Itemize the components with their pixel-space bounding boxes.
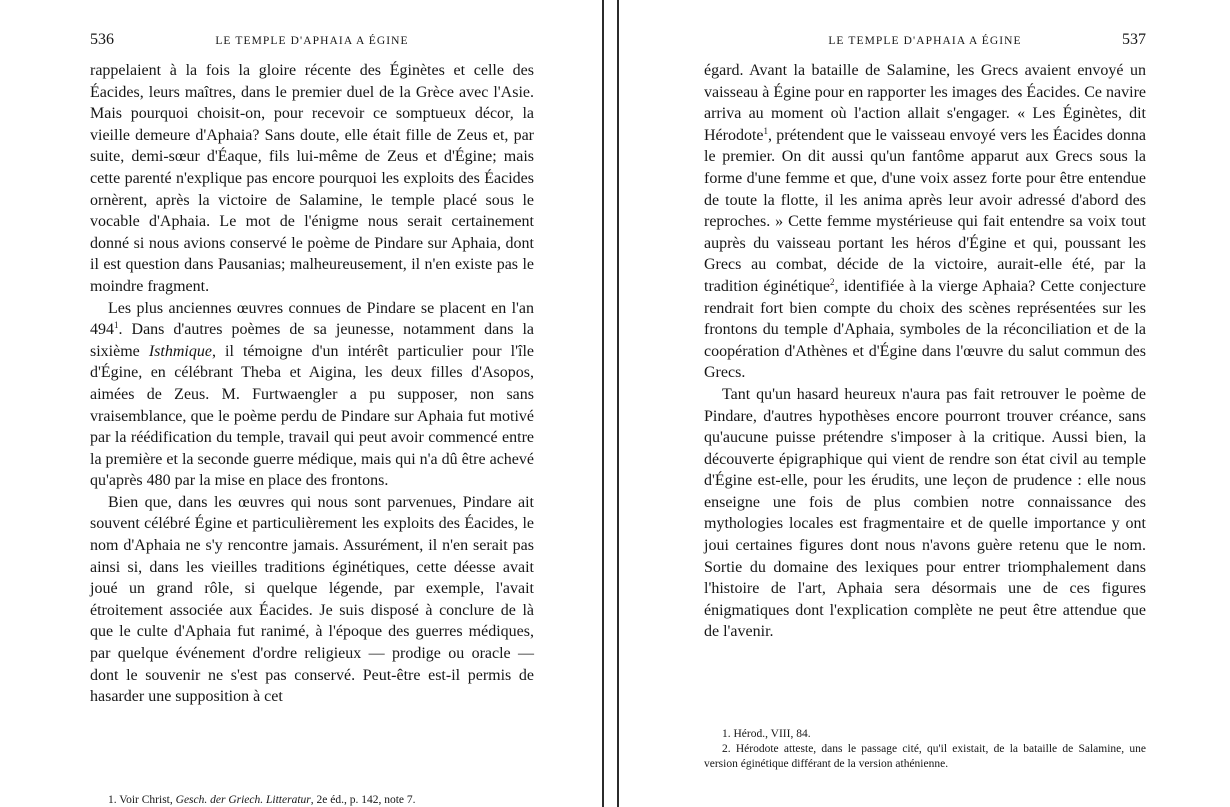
left-page-header — [90, 32, 534, 54]
running-title: LE TEMPLE D'APHAIA A ÉGINE — [215, 35, 409, 47]
text-run: Tant qu'un hasard heureux n'aura pas fait retrouver le poème de Pindare, d'autres hypothèses encore pourront trouver créance, sans qu'aucune puisse prétendre s'imposer à la critique. Aussi bien, la découverte épigraphique qui vient de rendre son état civil au temple d'Égine est-elle, pour les érudits, une leçon de prudence : elle nous enseigne une fois de plus combien notre connaissance des mythologies locales est fragmentaire et de quelle importance y ont joui certaines figures dont nous n'avons guère retenu que le nom. Sortie du domaine des lexiques pour entrer triomphalement dans l'histoire de l'art, Aphaia sera désormais une de ces figures énigmatiques dont l'explication complète ne peut être attendue que de l'avenir. — [704, 385, 1146, 641]
paragraph — [704, 384, 1146, 643]
paragraph — [90, 298, 534, 492]
text-run: 2. Hérodote atteste, dans le passage cité, qu'il existait, de la bataille de Salamine, une version éginétique différant de la version athénienne. — [704, 743, 1146, 770]
paragraph — [90, 492, 534, 708]
footnote — [704, 742, 1146, 772]
left-page-body — [90, 60, 534, 708]
left-page-footnotes — [90, 793, 534, 807]
text-run: égard. Avant la bataille de Salamine, les Grecs avaient envoyé un vaisseau à Égine pour en rapporter les images des Éacides. Ce navire arriva au moment où l'action allait s'engager. « Les Éginètes, dit Hérodote — [704, 62, 1146, 144]
text-run: Les plus anciennes œuvres connues de Pindare se placent en l'an 494 — [90, 299, 534, 339]
footnote — [704, 727, 1146, 742]
right-page-body — [704, 60, 1146, 643]
page-number: 537 — [1122, 31, 1146, 48]
text-run: , identifiée à la vierge Aphaia? Cette conjecture rendrait fort bien compte du choix des scènes représentées sur les frontons du temple d'Aphaia, symboles de la réconciliation et de la coopération d'Athènes et d'Égine dans l'œuvre du salut commun des Grecs. — [704, 277, 1147, 382]
text-run: , prétendent que le vaisseau envoyé vers les Éacides donna le premier. On dit aussi qu'un fantôme apparut aux Grecs sous la forme d'une femme et que, d'une voix assez forte pour être entendue de toute la flotte, il les anima après leur avoir adressé d'abord des reproches. » Cette femme mystérieuse qui fait entendre sa voix tout auprès du vaisseau portant les héros d'Égine et qui, poussant les Grecs au combat, décide de la victoire, aurait-elle été, par la tradition éginétique — [704, 126, 1146, 295]
right-page-header — [704, 32, 1146, 54]
text-run: rappelaient à la fois la gloire récente des Éginètes et celle des Éacides, leurs maîtres, dans le premier duel de la Grèce avec l'Asie. Mais pourquoi choisit-on, pour recevoir ce somptueux décor, la vieille demeure d'Aphaia? Sans doute, elle était fille de Zeus et, par suite, demi-sœur d'Éaque, fils lui-même de Zeus et d'Égine; mais cette parenté n'explique pas encore pourquoi les exploits des Éacides ornèrent, après la victoire de Salamine, le temple placé sous le vocable d'Aphaia. Le mot de l'énigme nous serait certainement donné si nous avions conservé le poème de Pindare sur Aphaia, dont il est question dans Pausanias; malheureusement, il n'en existe pas le moindre fragment. — [90, 62, 534, 295]
paragraph — [704, 60, 1146, 384]
footnote-reference: 1 — [114, 320, 119, 331]
running-title: LE TEMPLE D'APHAIA A ÉGINE — [828, 35, 1022, 47]
text-run: . Dans d'autres poèmes de sa jeunesse, notamment dans la sixième — [90, 321, 534, 360]
right-page-footnotes — [704, 727, 1146, 772]
italic-text: Gesch. der Griech. Litteratur — [175, 794, 311, 806]
text-run: 1. Hérod., VIII, 84. — [722, 728, 811, 740]
paragraph — [90, 60, 534, 298]
text-run: Bien que, dans les œuvres qui nous sont parvenues, Pindare ait souvent célébré Égine et particulièrement les exploits des Éacides, le nom d'Aphaia ne s'y rencontre jamais. Assurément, il n'en serait pas ainsi si, dans les vieilles traditions éginétiques, cette déesse avait joué un grand rôle, si quelque légende, par exemple, l'avait étroitement associée aux Éacides. Je suis disposé à conclure de là que le culte d'Aphaia fut ranimé, à l'époque des guerres médiques, par quelque événement d'ordre religieux — prodige ou oracle — dont le souvenir ne s'est pas conservé. Peut-être est-il permis de hasarder une supposition à cet — [90, 493, 534, 706]
text-run: 1. Voir Christ, — [108, 794, 176, 806]
left-page — [0, 0, 600, 807]
footnote-reference: 1 — [763, 125, 769, 136]
page-gutter — [600, 0, 622, 807]
footnote — [90, 793, 534, 807]
right-page — [622, 0, 1230, 807]
footnote-reference: 2 — [830, 276, 835, 287]
page-number: 536 — [90, 31, 114, 48]
italic-text: Isthmique — [148, 342, 212, 360]
text-run: , 2e éd., p. 142, note 7. — [310, 794, 416, 806]
text-run: , il témoigne d'un intérêt particulier pour l'île d'Égine, en célébrant Theba et Aigina, les deux filles d'Asopos, aimées de Zeus. M. Furtwaengler a pu supposer, non sans vraisemblance, que le poème perdu de Pindare sur Aphaia fut motivé par la réédification du temple, travail qui peut avoir commencé entre la première et la seconde guerre médique, mais qui n'a dû être achevé qu'après 480 par la mise en place des frontons. — [90, 342, 535, 490]
